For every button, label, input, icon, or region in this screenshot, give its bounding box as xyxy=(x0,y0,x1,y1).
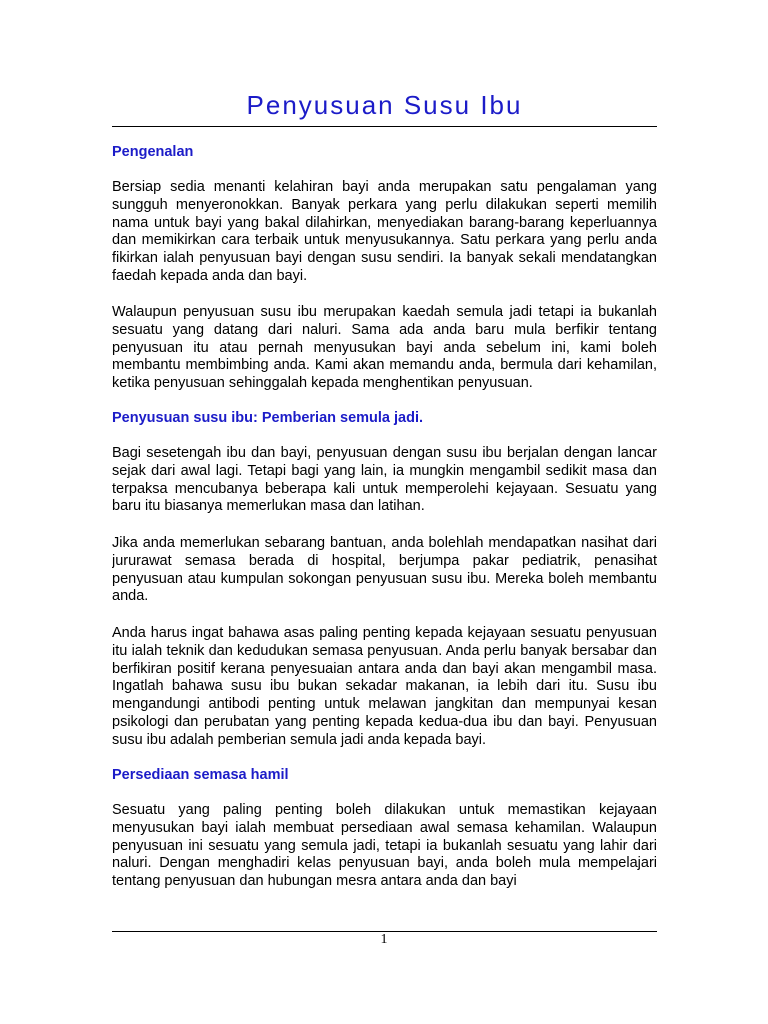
paragraph: Bersiap sedia menanti kelahiran bayi anda merupakan satu pengalaman yang sungguh menyeronokkan. Banyak perkara yang perlu dilakukan seperti memilih nama untuk bayi yang bakal dilahirkan, menyediakan barang-barang keperluannya dan memikirkan cara terbaik untuk menyusukannya. Satu perkara yang perlu anda fikirkan ialah penyusuan bayi dengan susu sendiri. Ia banyak sekali mendatangkan faedah kepada anda dan bayi. xyxy=(112,179,657,284)
paragraph: Anda harus ingat bahawa asas paling penting kepada kejayaan sesuatu penyusuan itu ialah teknik dan kedudukan semasa penyusuan. Anda perlu banyak bersabar dan berfikiran positif kerana penyesuaian antara anda dan bayi akan mengambil masa. Ingatlah bahawa susu ibu bukan sekadar makanan, ia lebih dari itu. Susu ibu mengandungi antibodi penting untuk melawan jangkitan dan mempunyai kesan psikologi dan perubatan yang penting kepada kedua-dua ibu dan bayi. Penyusuan susu ibu adalah pemberian semula jadi anda kepada bayi. xyxy=(112,625,657,748)
paragraph: Sesuatu yang paling penting boleh dilakukan untuk memastikan kejayaan menyusukan bayi ialah membuat persediaan awal semasa kehamilan. Walaupun penyusuan ini sesuatu yang semula jadi, tetapi ia bukanlah sesuatu yang lahir dari naluri. Dengan menghadiri kelas penyusuan bayi, anda boleh mula mempelajari tentang penyusuan dan hubungan mesra antara anda dan bayi xyxy=(112,802,657,890)
paragraph: Bagi sesetengah ibu dan bayi, penyusuan dengan susu ibu berjalan dengan lancar sejak dari awal lagi. Tetapi bagi yang lain, ia mungkin mengambil sedikit masa dan terpaksa mencubanya beberapa kali untuk memperolehi kejayaan. Sesuatu yang baru itu biasanya memerlukan masa dan latihan. xyxy=(112,445,657,515)
paragraph: Jika anda memerlukan sebarang bantuan, anda bolehlah mendapatkan nasihat dari jururawat semasa berada di hospital, berjumpa pakar pediatrik, penasihat penyusuan atau kumpulan sokongan penyusuan susu ibu. Mereka boleh membantu anda. xyxy=(112,535,657,605)
document-body xyxy=(112,138,657,892)
section-heading-persediaan-semasa-hamil: Persediaan semasa hamil xyxy=(112,767,289,783)
page-number: 1 xyxy=(380,932,388,947)
paragraph: Walaupun penyusuan susu ibu merupakan kaedah semula jadi tetapi ia bukanlah sesuatu yang datang dari naluri. Sama ada anda baru mula berfikir tentang penyusuan itu atau pernah menyusukan bayi anda sebelum ini, kami boleh membantu membimbing anda. Kami akan memandu anda, bermula dari kehamilan, ketika penyusuan sehinggalah kepada menghentikan penyusuan. xyxy=(112,304,657,392)
title-underline xyxy=(112,126,657,127)
section-heading-pemberian-semula-jadi: Penyusuan susu ibu: Pemberian semula jadi. xyxy=(112,410,424,426)
page-title: Penyusuan Susu Ibu xyxy=(246,90,523,120)
section-heading-pengenalan: Pengenalan xyxy=(112,144,194,160)
